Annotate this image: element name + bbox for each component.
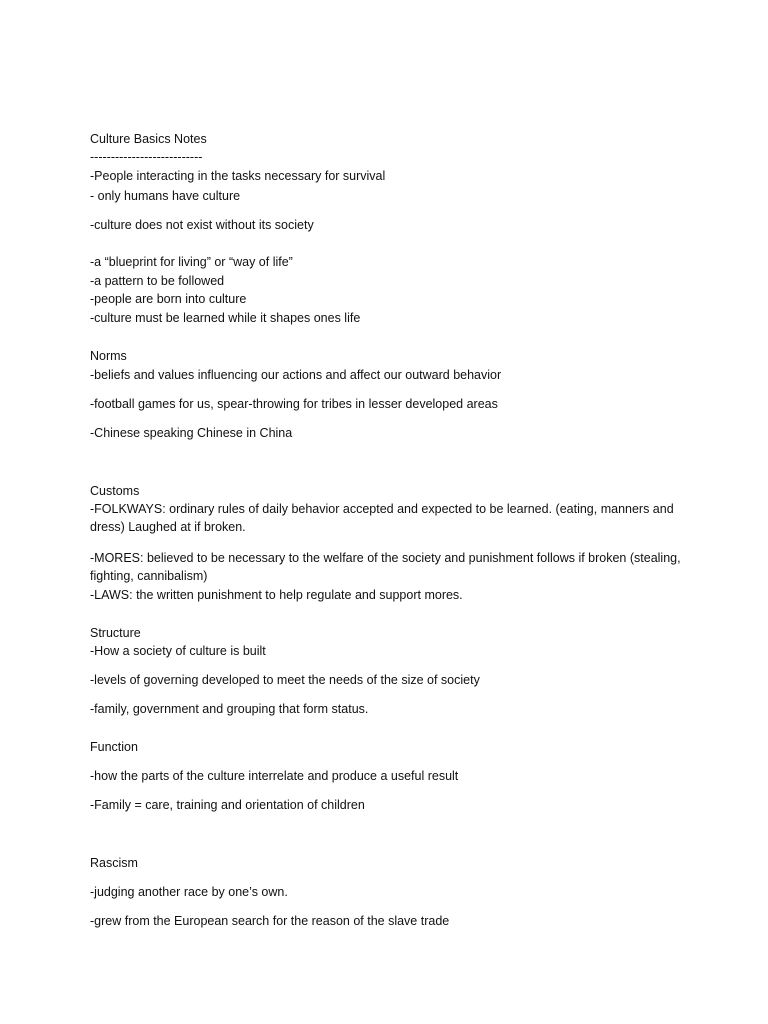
note-line: -a “blueprint for living” or “way of life”	[90, 255, 293, 269]
note-line: -beliefs and values influencing our actions and affect our outward behavior	[90, 368, 502, 382]
document-page	[90, 0, 690, 1024]
document-title: Culture Basics Notes	[90, 132, 207, 146]
section-heading-structure: Structure	[90, 626, 141, 640]
note-line: -people are born into culture	[90, 292, 247, 306]
note-line: -Family = care, training and orientation of children	[90, 798, 365, 812]
title-underline: ---------------------------	[90, 150, 203, 164]
note-line: -culture does not exist without its society	[90, 218, 314, 232]
note-paragraph-folkways: -FOLKWAYS: ordinary rules of daily behavior accepted and expected to be learned. (eating, manners and dress) Laughed at if broken.	[90, 502, 674, 534]
note-line: -Chinese speaking Chinese in China	[90, 426, 293, 440]
note-line: -How a society of culture is built	[90, 644, 266, 658]
note-line: -how the parts of the culture interrelate and produce a useful result	[90, 769, 459, 783]
section-heading-norms: Norms	[90, 349, 127, 363]
note-line: -People interacting in the tasks necessary for survival	[90, 169, 386, 183]
note-line: -family, government and grouping that form status.	[90, 702, 369, 716]
note-line: -culture must be learned while it shapes ones life	[90, 311, 361, 325]
section-heading-customs: Customs	[90, 484, 140, 498]
note-line: -a pattern to be followed	[90, 274, 225, 288]
note-line-laws: -LAWS: the written punishment to help regulate and support mores.	[90, 588, 463, 602]
note-line: -football games for us, spear-throwing for tribes in lesser developed areas	[90, 397, 498, 411]
note-line: -grew from the European search for the reason of the slave trade	[90, 914, 450, 928]
note-line: - only humans have culture	[90, 189, 241, 203]
note-line: -levels of governing developed to meet the needs of the size of society	[90, 673, 480, 687]
section-heading-function: Function	[90, 740, 138, 754]
section-heading-racism: Rascism	[90, 856, 138, 870]
note-paragraph-mores: -MORES: believed to be necessary to the welfare of the society and punishment follows if broken (stealing, fighting, cannibalism)	[90, 551, 681, 583]
note-line: -judging another race by one’s own.	[90, 885, 288, 899]
